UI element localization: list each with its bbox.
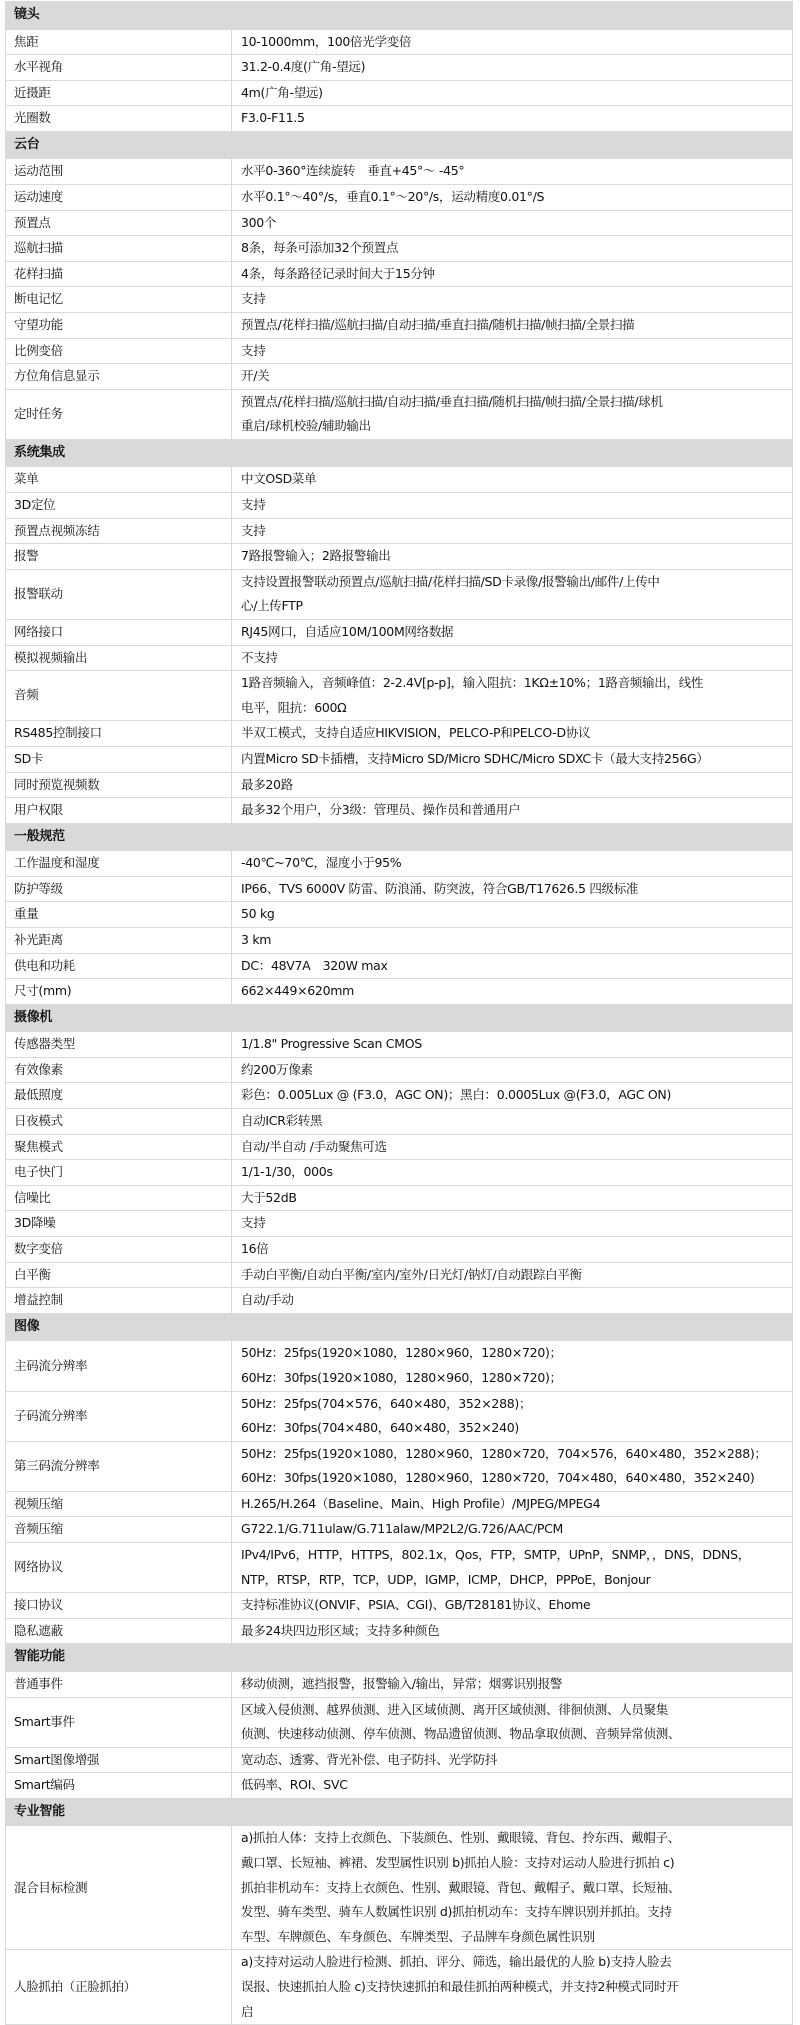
spec-label: 接口协议 xyxy=(6,1593,232,1619)
spec-label: 补光距离 xyxy=(6,928,232,954)
spec-value xyxy=(232,1288,793,1314)
spec-value-line: 手动白平衡/自动白平衡/室内/室外/日光灯/钠灯/自动跟踪白平衡 xyxy=(241,1266,582,1282)
spec-value xyxy=(232,544,793,570)
spec-value-line: 60Hz：30fps(704×480，640×480，352×240) xyxy=(241,1420,519,1436)
spec-value xyxy=(232,236,793,262)
spec-row xyxy=(6,1083,793,1109)
spec-row xyxy=(6,1391,793,1441)
spec-value-line: 约200万像素 xyxy=(241,1061,313,1077)
spec-value xyxy=(232,1185,793,1211)
spec-value xyxy=(232,1262,793,1288)
spec-value-line: 16倍 xyxy=(241,1241,269,1257)
spec-value-line: -40℃~70℃，湿度小于95% xyxy=(241,855,402,871)
section-title: 云台 xyxy=(6,131,793,159)
spec-value xyxy=(232,1083,793,1109)
spec-label: 白平衡 xyxy=(6,1262,232,1288)
spec-value-line: 10-1000mm，100倍光学变倍 xyxy=(241,33,412,49)
spec-value xyxy=(232,851,793,877)
section-title: 摄像机 xyxy=(6,1004,793,1032)
spec-value-line: 4m(广角-望远) xyxy=(241,84,323,100)
spec-value-line: 最多20路 xyxy=(241,776,293,792)
spec-value-line: 8条，每条可添加32个预置点 xyxy=(241,240,399,256)
spec-value-line: 侦测、快速移动侦测、停车侦测、物品遗留侦测、物品拿取侦测、音频异常侦测、 xyxy=(241,1726,681,1742)
spec-row xyxy=(6,772,793,798)
spec-row xyxy=(6,876,793,902)
spec-value-line: 中文OSD菜单 xyxy=(241,471,317,487)
spec-label: 模拟视频输出 xyxy=(6,645,232,671)
spec-row xyxy=(6,1185,793,1211)
spec-value xyxy=(232,1826,793,1950)
spec-row xyxy=(6,261,793,287)
spec-label: 工作温度和湿度 xyxy=(6,851,232,877)
spec-value-line: 水平0-360°连续旋转 垂直+45°～ -45° xyxy=(241,163,465,179)
spec-row xyxy=(6,80,793,106)
spec-value-line: 电平，阻抗：600Ω xyxy=(241,699,347,715)
spec-value-line: 误报、快速抓拍人脸 c)支持快速抓拍和最佳抓拍两种模式，并支持2种模式同时开 xyxy=(241,1978,679,1994)
spec-value-line: 50Hz：25fps(1920×1080，1280×960，1280×720)； xyxy=(241,1345,562,1361)
spec-row xyxy=(6,928,793,954)
spec-value-line: 支持 xyxy=(241,522,266,538)
spec-value xyxy=(232,518,793,544)
spec-value xyxy=(232,1773,793,1799)
spec-value-line: 60Hz：30fps(1920×1080，1280×960，1280×720)； xyxy=(241,1369,562,1385)
spec-label: 守望功能 xyxy=(6,312,232,338)
spec-row xyxy=(6,1441,793,1491)
spec-row xyxy=(6,1057,793,1083)
spec-value-line: 60Hz：30fps(1920×1080，1280×960，1280×720，704×480，640×480，352×240) xyxy=(241,1470,755,1486)
spec-label: SD卡 xyxy=(6,746,232,772)
spec-row xyxy=(6,1341,793,1391)
spec-row xyxy=(6,1543,793,1593)
spec-value-line: DC：48V7A 320W max xyxy=(241,957,388,973)
spec-label: 电子快门 xyxy=(6,1160,232,1186)
spec-value-line: RJ45网口，自适应10M/100M网络数据 xyxy=(241,623,454,639)
spec-row xyxy=(6,671,793,721)
spec-label: 3D定位 xyxy=(6,493,232,519)
spec-value-line: 车型、车牌颜色、车身颜色、车牌类型、子品牌车身颜色属性识别 xyxy=(241,1928,595,1944)
spec-row xyxy=(6,236,793,262)
spec-row xyxy=(6,493,793,519)
spec-value-line: 50 kg xyxy=(241,906,275,922)
spec-value xyxy=(232,1747,793,1773)
spec-row xyxy=(6,1747,793,1773)
spec-value-line: 662×449×620mm xyxy=(241,983,354,999)
spec-value xyxy=(232,798,793,824)
spec-row xyxy=(6,1109,793,1135)
spec-label: 近摄距 xyxy=(6,80,232,106)
spec-value-line: F3.0-F11.5 xyxy=(241,110,305,126)
spec-row xyxy=(6,979,793,1005)
spec-label: 音频 xyxy=(6,671,232,721)
spec-label: 菜单 xyxy=(6,467,232,493)
spec-value-line: 戴口罩、长短袖、裤裙、发型属性识别 b)抓拍人脸：支持对运动人脸进行抓拍 c) xyxy=(241,1855,675,1870)
spec-label: RS485控制接口 xyxy=(6,721,232,747)
spec-value xyxy=(232,645,793,671)
spec-value xyxy=(232,876,793,902)
spec-value xyxy=(232,746,793,772)
spec-label: 网络协议 xyxy=(6,1543,232,1593)
spec-value xyxy=(232,106,793,132)
spec-row xyxy=(6,798,793,824)
spec-row xyxy=(6,953,793,979)
section-header xyxy=(6,1313,793,1341)
section-title: 智能功能 xyxy=(6,1644,793,1672)
spec-value-line: 31.2-0.4度(广角-望远) xyxy=(241,59,366,75)
spec-label: 第三码流分辨率 xyxy=(6,1441,232,1491)
spec-value xyxy=(232,338,793,364)
spec-value-line: IP66、TVS 6000V 防雷、防浪涌、防突波，符合GB/T17626.5 四级标准 xyxy=(241,880,639,896)
spec-label: 普通事件 xyxy=(6,1671,232,1697)
spec-value xyxy=(232,467,793,493)
spec-value-line: IPv4/IPv6，HTTP，HTTPS，802.1x，Qos，FTP，SMTP，UPnP，SNMP，，DNS，DDNS， xyxy=(241,1547,750,1563)
spec-row xyxy=(6,544,793,570)
spec-value-line: 300个 xyxy=(241,214,277,230)
spec-value-line: NTP，RTSP，RTP，TCP，UDP，IGMP，ICMP，DHCP，PPPoE，Bonjour xyxy=(241,1571,651,1587)
spec-row xyxy=(6,1950,793,2025)
spec-table xyxy=(5,1,793,2025)
spec-value-line: H.265/H.264（Baseline、Main、High Profile）/MJPEG/MPEG4 xyxy=(241,1495,601,1511)
section-title: 一般规范 xyxy=(6,823,793,851)
spec-label: 音频压缩 xyxy=(6,1517,232,1543)
spec-label: 方位角信息显示 xyxy=(6,364,232,390)
spec-row xyxy=(6,1697,793,1747)
spec-label: 隐私遮蔽 xyxy=(6,1618,232,1644)
spec-value xyxy=(232,569,793,619)
spec-value-line: 彩色：0.005Lux @ (F3.0，AGC ON)；黑白：0.0005Lux @(F3.0，AGC ON) xyxy=(241,1087,672,1103)
spec-row xyxy=(6,619,793,645)
spec-value-line: 预置点/花样扫描/巡航扫描/自动扫描/垂直扫描/随机扫描/帧扫描/全景扫描/球机 xyxy=(241,393,663,409)
spec-label: 视频压缩 xyxy=(6,1491,232,1517)
spec-value xyxy=(232,1593,793,1619)
spec-label: 运动范围 xyxy=(6,159,232,185)
spec-row xyxy=(6,312,793,338)
spec-value xyxy=(232,80,793,106)
spec-label: 巡航扫描 xyxy=(6,236,232,262)
spec-label: 数字变倍 xyxy=(6,1237,232,1263)
spec-value-line: 不支持 xyxy=(241,649,278,665)
spec-row xyxy=(6,287,793,313)
spec-value-line: 支持 xyxy=(241,342,266,358)
section-header xyxy=(6,1644,793,1672)
spec-value xyxy=(232,902,793,928)
spec-label: 主码流分辨率 xyxy=(6,1341,232,1391)
spec-value-line: 内置Micro SD卡插槽，支持Micro SD/Micro SDHC/Micro SDXC卡（最大支持256G） xyxy=(241,750,709,766)
spec-label: 混合目标检测 xyxy=(6,1826,232,1950)
spec-value xyxy=(232,493,793,519)
spec-label: Smart事件 xyxy=(6,1697,232,1747)
spec-value-line: 心/上传FTP xyxy=(241,598,303,614)
spec-label: 最低照度 xyxy=(6,1083,232,1109)
spec-value xyxy=(232,1391,793,1441)
spec-label: 光圈数 xyxy=(6,106,232,132)
spec-row xyxy=(6,645,793,671)
spec-value xyxy=(232,389,793,439)
spec-row xyxy=(6,389,793,439)
spec-value-line: 1路音频输入，音频峰值：2-2.4V[p-p]，输入阻抗：1KΩ±10%；1路音频输出，线性 xyxy=(241,675,704,691)
spec-value-line: 50Hz：25fps(704×576，640×480，352×288)； xyxy=(241,1395,532,1411)
spec-label: 人脸抓拍（正脸抓拍） xyxy=(6,1950,232,2025)
spec-value-line: 最多24块四边形区域；支持多种颜色 xyxy=(241,1622,440,1638)
spec-value-line: 支持 xyxy=(241,1215,266,1231)
spec-value-line: 50Hz：25fps(1920×1080，1280×960，1280×720，704×576，640×480，352×288)； xyxy=(241,1445,767,1461)
spec-value xyxy=(232,312,793,338)
spec-label: 重量 xyxy=(6,902,232,928)
spec-label: 运动速度 xyxy=(6,184,232,210)
spec-row xyxy=(6,1160,793,1186)
spec-label: 供电和功耗 xyxy=(6,953,232,979)
spec-label: 网络接口 xyxy=(6,619,232,645)
spec-value-line: 低码率、ROI、SVC xyxy=(241,1777,348,1793)
spec-value xyxy=(232,159,793,185)
spec-value xyxy=(232,1341,793,1391)
spec-row xyxy=(6,184,793,210)
spec-row xyxy=(6,902,793,928)
spec-label: 信噪比 xyxy=(6,1185,232,1211)
spec-label: 传感器类型 xyxy=(6,1032,232,1058)
spec-row xyxy=(6,106,793,132)
spec-label: 定时任务 xyxy=(6,389,232,439)
spec-value xyxy=(232,772,793,798)
spec-row xyxy=(6,1826,793,1950)
spec-value xyxy=(232,619,793,645)
spec-value xyxy=(232,1109,793,1135)
spec-value xyxy=(232,979,793,1005)
spec-label: 日夜模式 xyxy=(6,1109,232,1135)
spec-row xyxy=(6,1032,793,1058)
spec-label: 尺寸(mm) xyxy=(6,979,232,1005)
spec-label: Smart编码 xyxy=(6,1773,232,1799)
spec-value xyxy=(232,1211,793,1237)
spec-row xyxy=(6,29,793,55)
spec-row xyxy=(6,159,793,185)
spec-value xyxy=(232,1543,793,1593)
spec-label: Smart图像增强 xyxy=(6,1747,232,1773)
spec-row xyxy=(6,1517,793,1543)
spec-value-line: 支持 xyxy=(241,497,266,512)
spec-value-line: 预置点/花样扫描/巡航扫描/自动扫描/垂直扫描/随机扫描/帧扫描/全景扫描 xyxy=(241,316,635,332)
spec-value xyxy=(232,364,793,390)
spec-value xyxy=(232,671,793,721)
spec-value-line: 抓拍非机动车：支持上衣颜色、性别、戴眼镜、背包、戴帽子、戴口罩、长短袖、 xyxy=(241,1879,681,1895)
spec-value-line: 7路报警输入；2路报警输出 xyxy=(241,548,391,564)
spec-value xyxy=(232,928,793,954)
spec-row xyxy=(6,1593,793,1619)
spec-label: 预置点 xyxy=(6,210,232,236)
spec-row xyxy=(6,1211,793,1237)
spec-label: 焦距 xyxy=(6,29,232,55)
spec-value-line: 支持设置报警联动预置点/巡航扫描/花样扫描/SD卡录像/报警输出/邮件/上传中 xyxy=(241,573,660,589)
spec-row xyxy=(6,851,793,877)
spec-label: 比例变倍 xyxy=(6,338,232,364)
spec-row xyxy=(6,338,793,364)
spec-value xyxy=(232,55,793,81)
spec-value-line: 移动侦测，遮挡报警，报警输入/输出，异常；烟雾识别报警 xyxy=(241,1675,563,1691)
spec-label: 水平视角 xyxy=(6,55,232,81)
spec-value xyxy=(232,1618,793,1644)
spec-row xyxy=(6,1618,793,1644)
spec-label: 防护等级 xyxy=(6,876,232,902)
spec-row xyxy=(6,55,793,81)
spec-row xyxy=(6,210,793,236)
spec-row xyxy=(6,746,793,772)
spec-row xyxy=(6,1237,793,1263)
spec-value-line: 3 km xyxy=(241,932,272,947)
spec-value-line: 4条，每条路径记录时间大于15分钟 xyxy=(241,265,435,281)
spec-value xyxy=(232,1134,793,1160)
spec-value xyxy=(232,953,793,979)
spec-value-line: 半双工模式，支持自适应HIKVISION，PELCO-P和PELCO-D协议 xyxy=(241,725,591,741)
spec-value xyxy=(232,261,793,287)
section-header xyxy=(6,1798,793,1826)
spec-row xyxy=(6,1773,793,1799)
spec-label: 有效像素 xyxy=(6,1057,232,1083)
spec-value-line: 1/1.8" Progressive Scan CMOS xyxy=(241,1036,422,1052)
section-title: 专业智能 xyxy=(6,1798,793,1826)
spec-value xyxy=(232,1697,793,1747)
spec-label: 聚焦模式 xyxy=(6,1134,232,1160)
spec-value xyxy=(232,1441,793,1491)
spec-row xyxy=(6,721,793,747)
spec-label: 同时预览视频数 xyxy=(6,772,232,798)
spec-value-line: 最多32个用户，分3级：管理员、操作员和普通用户 xyxy=(241,802,521,818)
spec-label: 报警联动 xyxy=(6,569,232,619)
spec-label: 子码流分辨率 xyxy=(6,1391,232,1441)
spec-label: 3D降噪 xyxy=(6,1211,232,1237)
spec-value xyxy=(232,29,793,55)
spec-value-line: 支持标准协议(ONVIF、PSIA、CGI)、GB/T28181协议、Ehome xyxy=(241,1597,591,1613)
spec-label: 用户权限 xyxy=(6,798,232,824)
spec-value xyxy=(232,1057,793,1083)
section-title: 镜头 xyxy=(6,2,793,30)
spec-value-line: 自动ICR彩转黑 xyxy=(241,1113,323,1129)
spec-table-body xyxy=(6,2,793,2025)
spec-value-line: 1/1-1/30，000s xyxy=(241,1164,333,1180)
spec-value-line: a)抓拍人体：支持上衣颜色、下装颜色、性别、戴眼镜、背包、拎东西、戴帽子、 xyxy=(241,1830,680,1846)
spec-value-line: 发型、骑车类型、骑车人数属性识别 d)抓拍机动车：支持车牌识别并抓拍。支持 xyxy=(241,1904,672,1920)
section-header xyxy=(6,131,793,159)
spec-value xyxy=(232,184,793,210)
spec-value-line: 区域入侵侦测、越界侦测、进入区域侦测、离开区域侦测、徘徊侦测、人员聚集 xyxy=(241,1701,669,1717)
spec-row xyxy=(6,1491,793,1517)
spec-value-line: 支持 xyxy=(241,291,266,307)
spec-value xyxy=(232,1517,793,1543)
spec-row xyxy=(6,467,793,493)
section-header xyxy=(6,439,793,467)
spec-value xyxy=(232,1671,793,1697)
spec-row xyxy=(6,569,793,619)
spec-value-line: 水平0.1°～40°/s，垂直0.1°～20°/s，运动精度0.01°/S xyxy=(241,188,545,204)
spec-value-line: 大于52dB xyxy=(241,1189,297,1205)
spec-row xyxy=(6,1134,793,1160)
spec-label: 花样扫描 xyxy=(6,261,232,287)
spec-value-line: a)支持对运动人脸进行检测、抓拍、评分、筛选，输出最优的人脸 b)支持人脸去 xyxy=(241,1954,672,1970)
spec-value-line: G722.1/G.711ulaw/G.711alaw/MP2L2/G.726/AAC/PCM xyxy=(241,1521,563,1537)
section-title: 图像 xyxy=(6,1313,793,1341)
spec-value-line: 自动/手动 xyxy=(241,1292,294,1308)
spec-label: 预置点视频冻结 xyxy=(6,518,232,544)
spec-row xyxy=(6,1671,793,1697)
spec-label: 报警 xyxy=(6,544,232,570)
spec-value-line: 重启/球机校验/辅助输出 xyxy=(241,418,371,434)
spec-row xyxy=(6,518,793,544)
spec-label: 增益控制 xyxy=(6,1288,232,1314)
spec-value xyxy=(232,721,793,747)
spec-value xyxy=(232,210,793,236)
spec-value xyxy=(232,1160,793,1186)
spec-row xyxy=(6,364,793,390)
spec-value xyxy=(232,287,793,313)
spec-value-line: 启 xyxy=(241,2003,254,2019)
spec-value-line: 开/关 xyxy=(241,368,270,384)
spec-value xyxy=(232,1032,793,1058)
spec-label: 断电记忆 xyxy=(6,287,232,313)
spec-value-line: 宽动态、透雾、背光补偿、电子防抖、光学防抖 xyxy=(241,1751,498,1767)
section-header xyxy=(6,823,793,851)
spec-value xyxy=(232,1950,793,2025)
spec-row xyxy=(6,1262,793,1288)
spec-value xyxy=(232,1491,793,1517)
spec-value-line: 自动/半自动 /手动聚焦可选 xyxy=(241,1138,387,1154)
section-header xyxy=(6,1004,793,1032)
spec-row xyxy=(6,1288,793,1314)
section-title: 系统集成 xyxy=(6,439,793,467)
spec-value xyxy=(232,1237,793,1263)
section-header xyxy=(6,2,793,30)
